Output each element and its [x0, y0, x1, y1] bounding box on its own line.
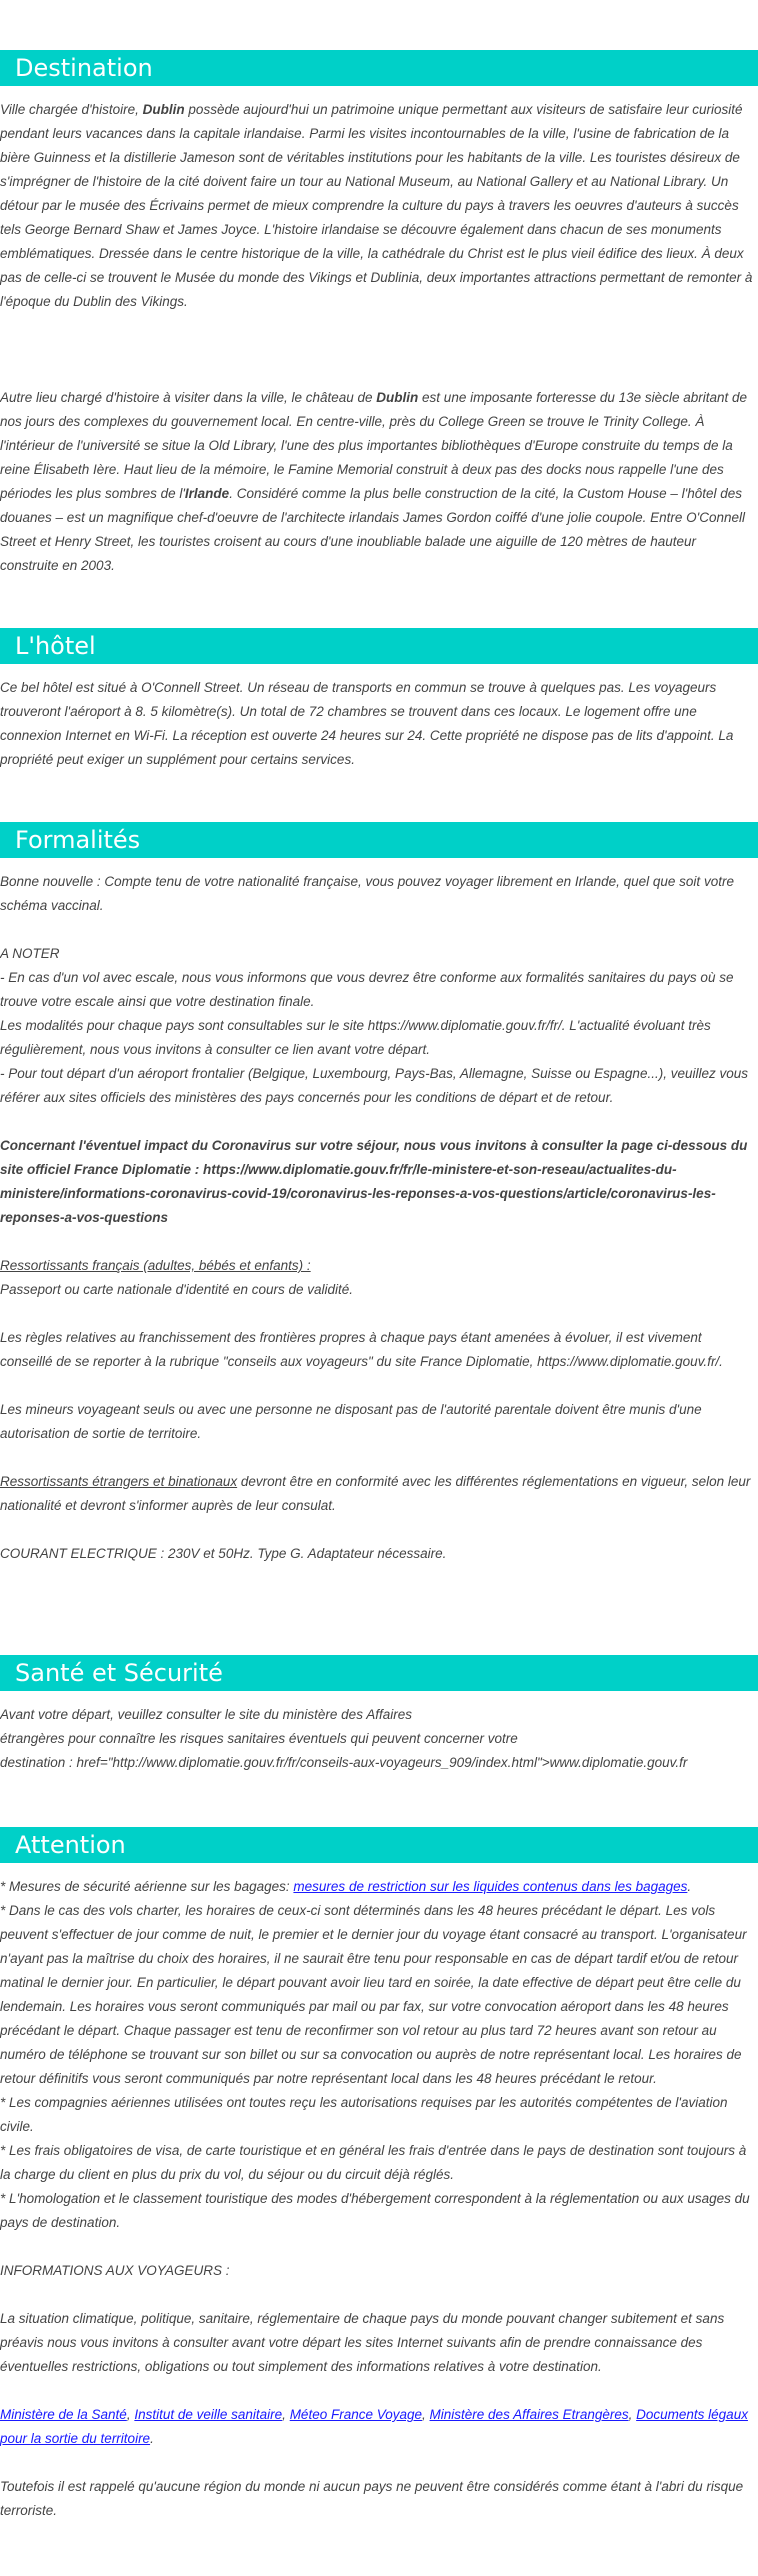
sante-ministry-link[interactable]: Ministère de la Santé — [0, 2407, 127, 2422]
formalites-banner — [0, 822, 758, 858]
formalites-section — [0, 870, 756, 1566]
hotel-title: L'hôtel — [15, 632, 96, 660]
attention-title: Attention — [15, 1831, 126, 1859]
attention-banner — [0, 1827, 758, 1863]
legal-documents-link[interactable]: Documents légaux pour la sortie du territoire — [0, 2407, 748, 2446]
french-nationals-text: Passeport ou carte nationale d'identité en cours de validité. — [0, 1282, 354, 1297]
foreign-nationals-title: Ressortissants étrangers et binationaux — [0, 1474, 238, 1489]
formalites-intro: Bonne nouvelle : Compte tenu de votre nationalité française, vous pouvez voyager librement en Irlande, quel que soit votre schéma vaccinal. — [0, 874, 734, 913]
terrorism-warning: Toutefois il est rappelé qu'aucune région du monde ni aucun pays ne peuvent être considérés comme étant à l'abri du risque terroriste. — [0, 2479, 744, 2518]
traveler-info-title: INFORMATIONS AUX VOYAGEURS : — [0, 2263, 230, 2278]
veille-sanitaire-link[interactable]: Institut de veille sanitaire — [134, 2407, 283, 2422]
sante-line: Avant votre départ, veuillez consulter le site du ministère des Affaires — [0, 1707, 412, 1722]
situation-warning: La situation climatique, politique, sanitaire, réglementaire de chaque pays du monde pouvant changer subitement et sans préavis nous vous invitons à consulter avant votre départ les sites Internet suivants afin de prendre connaissance des éventuelles restrictions, obligations ou tout simplement des informations relatives à votre destination. — [0, 2311, 725, 2374]
electric-current: COURANT ELECTRIQUE : 230V et 50Hz. Type G. Adaptateur nécessaire. — [0, 1546, 447, 1561]
destination-paragraph-2: Autre lieu chargé d'histoire à visiter dans la ville, le château de Dublin est une imposante forteresse du 13e siècle abritant de nos jours des complexes du gouvernement local. En centre-ville, près du College Green se trouve le Trinity College. À l'intérieur de l'université se situe la Old Library, l'une des plus importantes bibliothèques d'Europe construite du temps de la reine Élisabeth Ière. Haut lieu de la mémoire, le Famine Memorial construit à deux pas des docks nous rappelle l'une des périodes les plus sombres de l'Irlande. Considéré comme la plus belle construction de la cité, la Custom House – l'hôtel des douanes – est un magnifique chef-d'oeuvre de l'architecte irlandais James Gordon coiffé d'une jolie coupole. Entre O'Connell Street et Henry Street, les touristes croisent au cours d'une inoubliable balade une aiguille de 120 mètres de hauteur construite en 2003. — [0, 390, 747, 573]
dublin-bold-2: Dublin — [376, 390, 419, 405]
covid-notice: Concernant l'éventuel impact du Coronavirus sur votre séjour, nous vous invitons à consulter la page ci-dessous du site officiel France Diplomatie : https://www.diplomatie.gouv.fr/fr/le-ministere-et-son-reseau/actualites-du-ministere/informations-coronavirus-covid-19/coronavirus-les-reponses-a-vos-questions/article/coronavirus-les-reponses-a-vos-questions — [0, 1138, 748, 1225]
irlande-bold: Irlande — [184, 486, 230, 501]
mandatory-fees: * Les frais obligatoires de visa, de carte touristique et en général les frais d'entrée dans le pays de destination sont toujours à la charge du client en plus du prix du vol, du séjour ou du circuit déjà réglés. — [0, 2143, 747, 2182]
foreign-nationals: Ressortissants étrangers et binationaux devront être en conformité avec les différentes réglementations en vigueur, selon leur nationalité et devront s'informer auprès de leur consulat. — [0, 1474, 751, 1513]
charter-flights: * Dans le cas des vols charter, les horaires de ceux-ci sont déterminés dans les 48 heures précédant le départ. Les vols peuvent s'effectuer de jour comme de nuit, le premier et le dernier jour du voyage étant consacré au transport. L'organisateur n'ayant pas la maîtrise du choix des horaires, il ne saurait être tenu pour responsable en cas de départ tardif et/ou de retour matinal le dernier jour. En particulier, le départ pouvant avoir lieu tard en soirée, la date effective de départ peut être celle du lendemain. Les horaires vous seront communiqués par mail ou par fax, sur votre convocation aéroport dans les 48 heures précédant le départ. Chaque passager est tenu de reconfirmer son vol retour au plus tard 72 heures avant son retour au numéro de téléphone se trouvant sur son billet ou sur sa convocation ou auprès de notre représentant local. Les horaires de retour définitifs vous seront communiqués par notre représentant local dans les 48 heures précédant le retour. — [0, 1903, 747, 2086]
destination-title: Destination — [15, 54, 153, 82]
useful-links: Ministère de la Santé, Institut de veille sanitaire, Méteo France Voyage, Ministère des Affaires Etrangères, Documents légaux pour la sortie du territoire. — [0, 2407, 748, 2446]
destination-section-2 — [0, 386, 756, 578]
baggage-rules: * Mesures de sécurité aérienne sur les bagages: mesures de restriction sur les liquides contenus dans les bagages. — [0, 1879, 692, 1894]
liquids-restriction-link[interactable]: mesures de restriction sur les liquides contenus dans les bagages — [293, 1879, 688, 1894]
sante-banner — [0, 1655, 758, 1691]
attention-section — [0, 1875, 756, 2523]
note-line: Les modalités pour chaque pays sont consultables sur le site https://www.diplomatie.gouv.fr/fr/. L'actualité évoluant très régulièrement, nous vous invitons à consulter ce lien avant votre départ. — [0, 1018, 711, 1057]
foreign-affairs-link[interactable]: Ministère des Affaires Etrangères — [429, 2407, 629, 2422]
french-nationals-title: Ressortissants français (adultes, bébés et enfants) : — [0, 1258, 311, 1273]
meteo-france-link[interactable]: Méteo France Voyage — [289, 2407, 423, 2422]
note-line: - En cas d'un vol avec escale, nous vous informons que vous devrez être conforme aux formalités sanitaires du pays où se trouve votre escale ainsi que votre destination finale. — [0, 970, 734, 1009]
note-title: A NOTER — [0, 946, 60, 961]
sante-section — [0, 1703, 756, 1775]
destination-banner — [0, 50, 758, 86]
destination-paragraph-1: Ville chargée d'histoire, Dublin possède aujourd'hui un patrimoine unique permettant aux visiteurs de satisfaire leur curiosité pendant leurs vacances dans la capitale irlandaise. Parmi les visites incontournables de la ville, l'usine de fabrication de la bière Guinness et la distillerie Jameson sont de véritables institutions pour les habitants de la ville. Les touristes désireux de s'imprégner de l'histoire de la cité doivent faire un tour au National Museum, au National Gallery et au National Library. Un détour par le musée des Écrivains permet de mieux comprendre la culture du pays à travers les oeuvres d'auteurs à succès tels George Bernard Shaw et James Joyce. L'histoire irlandaise se découvre également dans chacun de ses monuments emblématiques. Dressée dans le centre historique de la ville, la cathédrale du Christ est le plus vieil édifice des lieux. À deux pas de celle-ci se trouvent le Musée du monde des Vikings et Dublinia, deux importantes attractions permettant de remonter à l'époque du Dublin des Vikings. — [0, 102, 753, 309]
sante-line: étrangères pour connaître les risques sanitaires éventuels qui peuvent concerner votre — [0, 1731, 518, 1746]
destination-section — [0, 98, 756, 314]
dublin-bold: Dublin — [142, 102, 185, 117]
airlines-authorization: * Les compagnies aériennes utilisées ont toutes reçu les autorisations requises par les autorités compétentes de l'aviation civile. — [0, 2095, 728, 2134]
borders-rules: Les règles relatives au franchissement des frontières propres à chaque pays étant amenées à évoluer, il est vivement conseillé de se reporter à la rubrique "conseils aux voyageurs" du site France Diplomatie, https://www.diplomatie.gouv.fr/. — [0, 1330, 723, 1369]
sante-line: destination : href="http://www.diplomatie.gouv.fr/fr/conseils-aux-voyageurs_909/index.html">www.diplomatie.gouv.fr — [0, 1755, 688, 1770]
formalites-title: Formalités — [15, 826, 141, 854]
hotel-section — [0, 676, 756, 772]
hotel-description: Ce bel hôtel est situé à O'Connell Street. Un réseau de transports en commun se trouve à quelques pas. Les voyageurs trouveront l'aéroport à 8. 5 kilomètre(s). Un total de 72 chambres se trouvent dans ces locaux. Le logement offre une connexion Internet en Wi-Fi. La réception est ouverte 24 heures sur 24. Cette propriété ne dispose pas de lits d'appoint. La propriété peut exiger un supplément pour certains services. — [0, 680, 734, 767]
sante-title: Santé et Sécurité — [15, 1659, 223, 1687]
minors-rules: Les mineurs voyageant seuls ou avec une personne ne disposant pas de l'autorité parentale doivent être munis d'une autorisation de sortie de territoire. — [0, 1402, 702, 1441]
homologation: * L'homologation et le classement touristique des modes d'hébergement correspondent à la réglementation ou aux usages du pays de destination. — [0, 2191, 750, 2230]
note-line: - Pour tout départ d'un aéroport frontalier (Belgique, Luxembourg, Pays-Bas, Allemagne, Suisse ou Espagne...), veuillez vous référer aux sites officiels des ministères des pays concernés pour les conditions de départ et de retour. — [0, 1066, 748, 1105]
hotel-banner — [0, 628, 758, 664]
